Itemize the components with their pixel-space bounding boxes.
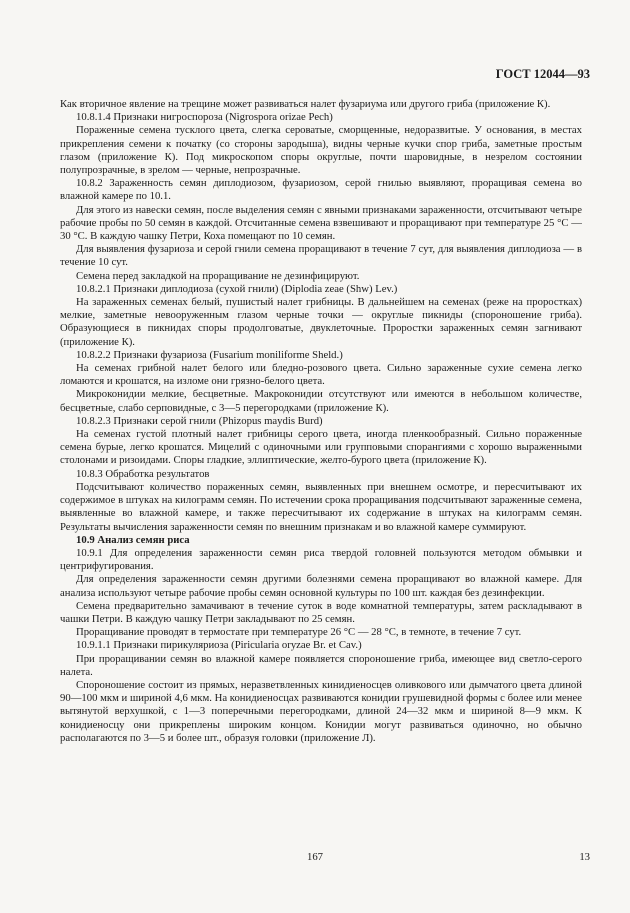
section-heading: 10.9.1.1 Признаки пирикуляриоза (Piricularia oryzae Br. et Cav.)	[76, 639, 362, 652]
section-heading: 10.8.2.2 Признаки фузариоза (Fusarium moniliforme Sheld.)	[76, 348, 343, 361]
paragraph: Семена перед закладкой на проращивание не дезинфицируют.	[76, 269, 360, 282]
section-title: 10.9 Анализ семян риса	[76, 533, 190, 546]
paragraph: Спороношение состоит из прямых, неразветвленных кинидиеносцев оливкового или дымчатого цвета длиной 90—100 мкм и шириной 4,6 мкм. На конидиеносцах развиваются конидии грушевидной формы с более или менее вытянутой верхушкой, с 1—3 поперечными перегородками, длиной 24—32 мкм и шириной 8—9 мкм. К конидиеносцу они прикреплены широким концом. Конидии могут развиваться одиночно, но обычно располагаются по 3—5 и более шт., образуя головки (приложение Л).	[60, 678, 582, 744]
paragraph: На семенах грибной налет белого или бледно-розового цвета. Сильно зараженные сухие семена легко ломаются и крошатся, на изломе они грязно-белого цвета.	[60, 362, 582, 388]
section-heading: 10.8.2.3 Признаки серой гнили (Phizopus maydis Burd)	[76, 414, 323, 427]
sheet-number: 13	[579, 851, 590, 863]
paragraph: Для определения зараженности семян другими болезнями семена проращивают во влажной камере. Для анализа используют четыре рабочие пробы семян основной культуры по 100 шт. каждая без дезинфекции.	[60, 573, 582, 599]
paragraph: Пораженные семена тусклого цвета, слегка сероватые, сморщенные, недоразвитые. У основания, в местах прикрепления семени к початку (со стороны зародыша), видны черные кучки спор гриба, заметные простым глазом (приложение К). Под микроскопом споры округлые, почти шаровидные, в незрелом состоянии полупрозрачные, в зрелом — черные, непрозрачные.	[60, 124, 582, 177]
paragraph: Подсчитывают количество пораженных семян, выявленных при внешнем осмотре, и пересчитывают их содержимое в штуках на килограмм семян. По истечении срока проращивания подсчитывают зараженные семена, выявленные во влажной камере, и также пересчитывают их содержание в штуках на килограмм семян. Результаты вычисления зараженности семян по внешним признакам и во влажной камере суммируют.	[60, 480, 582, 533]
paragraph: Для этого из навески семян, после выделения семян с явными признаками зараженности, отсчитывают четыре рабочие пробы по 50 семян в каждой. Отсчитанные семена взвешивают и проращивают при температуре 25 °С — 30 °С. В каждую чашку Петри, Коха помещают по 10 семян.	[60, 203, 582, 243]
paragraph: 10.9.1 Для определения зараженности семян риса твердой головней пользуются методом обмывки и центрифугирования.	[60, 546, 582, 573]
paragraph: Как вторичное явление на трещине может развиваться налет фузариума или другого гриба (приложение К).	[60, 98, 551, 110]
page-number: 167	[306, 851, 324, 863]
paragraph: Проращивание проводят в термостате при температуре 26 °С — 28 °С, в темноте, в течение 7 сут.	[76, 626, 522, 639]
section-heading: 10.8.3 Обработка результатов	[76, 467, 210, 480]
paragraph: На семенах густой плотный налет грибницы серого цвета, иногда пленкообразный. Сильно пораженные семена бурые, легко крошатся. Мицелий с одиночными или групповыми спорангиями с хорошо выраженными столонами и ризоидами. Споры гладкие, эллиптические, желто-бурого цвета (приложение К).	[60, 428, 582, 467]
paragraph: Семена предварительно замачивают в течение суток в воде комнатной температуры, затем раскладывают в чашки Петри. В каждую чашку Петри закладывают по 25 семян.	[60, 599, 582, 625]
document-code: ГОСТ 12044—93	[495, 67, 590, 81]
paragraph: Микроконидии мелкие, бесцветные. Макроконидии отсутствуют или имеются в небольшом количестве, бесцветные, слабо серповидные, с 3—5 перегородками (приложение К).	[60, 388, 582, 414]
paragraph: Для выявления фузариоза и серой гнили семена проращивают в течение 7 сут, для выявления диплодиоза — в течение 10 сут.	[60, 243, 582, 269]
paragraph: 10.8.2 Зараженность семян диплодиозом, фузариозом, серой гнилью выявляют, проращивая семена во влажной камере по 10.1.	[60, 177, 582, 203]
paragraph: При проращивании семян во влажной камере появляется спороношение гриба, имеющее вид светло-серого налета.	[60, 652, 582, 678]
section-heading: 10.8.1.4 Признаки нигроспороза (Nigrospora orizae Pech)	[76, 111, 333, 124]
section-heading: 10.8.2.1 Признаки диплодиоза (сухой гнили) (Diplodia zeae (Shw) Lev.)	[76, 282, 398, 295]
paragraph: На зараженных семенах белый, пушистый налет грибницы. В дальнейшем на семенах (реже на проростках) мелкие, заметные невооруженным глазом черные точки — округлые пикниды (спороношение гриба). Образующиеся в пикнидах споры продолговатые, двуклеточные. Проростки зараженных семян загнивают (приложение К).	[60, 296, 582, 348]
section-heading-bold	[60, 534, 582, 547]
document-body	[60, 98, 582, 745]
